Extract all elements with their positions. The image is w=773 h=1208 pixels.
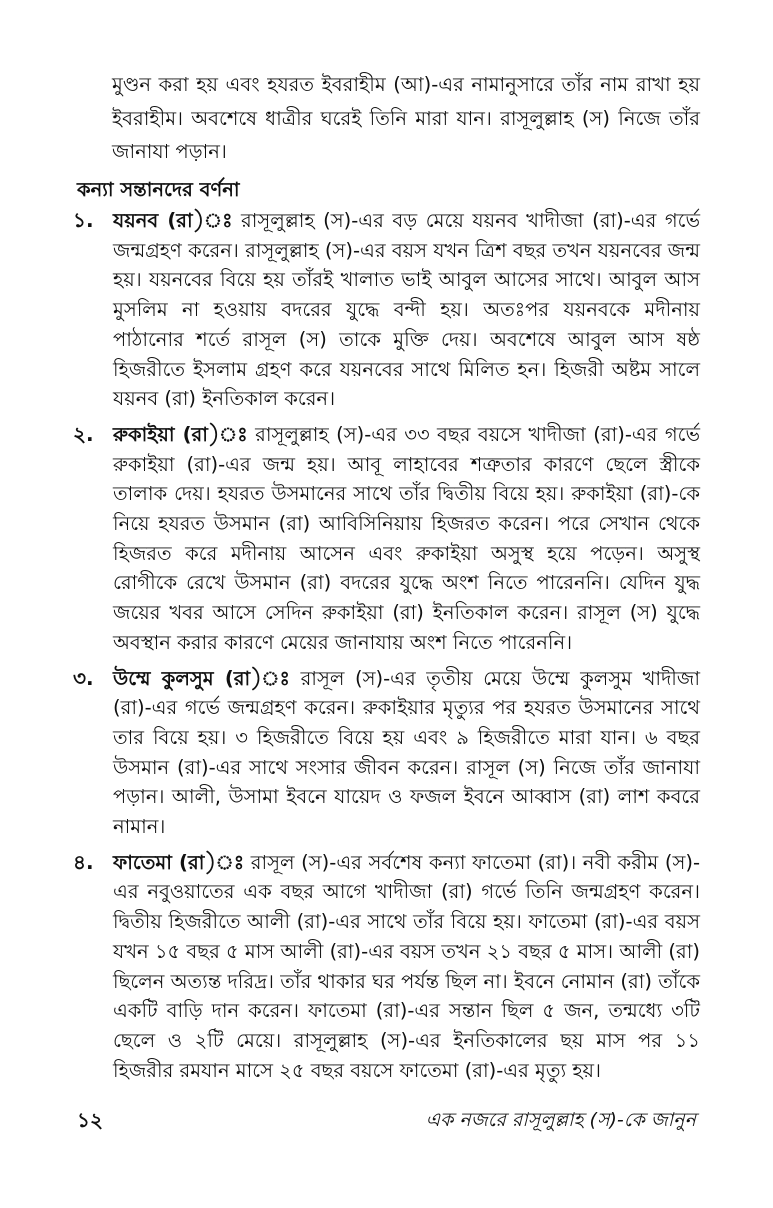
- item-name: ফাতেমা (রা)ঃ: [113, 850, 245, 874]
- item-text: রাসূলুল্লাহ (স)-এর বড় মেয়ে যয়নব খাদীজা (রা)-এর গর্ভে জন্মগ্রহণ করেন। রাসূলুল্লাহ (স)-এর বয়স যখন ত্রিশ বছর তখন যয়নবের জন্ম হয়। যয়নবের বিয়ে হয় তাঁরই খালাত ভাই আবুল আসের সাথে। আবুল আস মুসলিম না হওয়ায় বদরের যুদ্ধে বন্দী হয়। অতঃপর যয়নবকে মদীনায় পাঠানোর শর্তে রাসূল (স) তাকে মুক্তি দেয়। অবশেষে আবুল আস ষষ্ঠ হিজরীতে ইসলাম গ্রহণ করে যয়নবের সাথে মিলিত হন। হিজরী অষ্টম সালে যয়নব (রা) ইনতিকাল করেন।: [113, 209, 701, 411]
- page-number: ১২: [77, 1108, 103, 1132]
- item-text: রাসূল (স)-এর সর্বশেষ কন্যা ফাতেমা (রা)। নবী করীম (স)-এর নবুওয়াতের এক বছর আগে খাদীজা (রা) গর্ভে তিনি জন্মগ্রহণ করেন। দ্বিতীয় হিজরীতে আলী (রা)-এর সাথে তাঁর বিয়ে হয়। ফাতেমা (রা)-এর বয়স যখন ১৫ বছর ৫ মাস আলী (রা)-এর বয়স তখন ২১ বছর ৫ মাস। আলী (রা) ছিলেন অত্যন্ত দরিদ্র। তাঁর থাকার ঘর পর্যন্ত ছিল না। ইবনে নোমান (রা) তাঁকে একটি বাড়ি দান করেন। ফাতেমা (রা)-এর সন্তান ছিল ৫ জন, তন্মধ্যে ৩টি ছেলে ও ২টি মেয়ে। রাসূলুল্লাহ (স)-এর ইনতিকালের ছয় মাস পর ১১ হিজরীর রমযান মাসে ২৫ বছর বয়সে ফাতেমা (রা)-এর মৃত্যু হয়।: [113, 850, 700, 1082]
- list-item: [73, 206, 700, 414]
- running-footer-title: এক নজরে রাসূলুল্লাহ (স)-কে জানুন: [425, 1109, 696, 1131]
- item-number: ২.: [73, 421, 94, 446]
- item-number: ৪.: [73, 849, 94, 874]
- item-name: রুকাইয়া (রা)ঃ: [113, 422, 248, 446]
- item-name: উম্মে কুলসুম (রা)ঃ: [113, 666, 290, 690]
- item-name: যয়নব (রা)ঃ: [113, 209, 233, 232]
- item-number: ৩.: [73, 665, 94, 690]
- intro-paragraph: মুণ্ডন করা হয় এবং হযরত ইবরাহীম (আ)-এর নামানুসারে তাঁর নাম রাখা হয় ইবরাহীম। অবশেষে ধাত্রীর ঘরেই তিনি মারা যান। রাসূলুল্লাহ (স) নিজে তাঁর জানাযা পড়ান।: [112, 73, 700, 163]
- list-item: [73, 664, 700, 842]
- section-heading: কন্যা সন্তানদের বর্ণনা: [77, 178, 240, 201]
- list-item: [73, 848, 700, 1086]
- item-number: ১.: [73, 208, 94, 232]
- item-text: রাসূল (স)-এর তৃতীয় মেয়ে উম্মে কুলসুম খাদীজা (রা)-এর গর্ভে জন্মগ্রহণ করেন। রুকাইয়ার মৃত্যুর পর হযরত উসমানের সাথে তার বিয়ে হয়। ৩ হিজরীতে বিয়ে হয় এবং ৯ হিজরীতে মারা যান। ৬ বছর উসমান (রা)-এর সাথে সংসার জীবন করেন। রাসূল (স) নিজে তাঁর জানাযা পড়ান। আলী, উসামা ইবনে যায়েদ ও ফজল ইবনে আব্বাস (রা) লাশ কবরে নামান।: [113, 666, 700, 839]
- item-text: রাসূলুল্লাহ (স)-এর ৩৩ বছর বয়সে খাদীজা (রা)-এর গর্ভে রুকাইয়া (রা)-এর জন্ম হয়। আবূ লাহাবের শত্রুতার কারণে ছেলে স্ত্রীকে তালাক দেয়। হযরত উসমানের সাথে তাঁর দ্বিতীয় বিয়ে হয়। রুকাইয়া (রা)-কে নিয়ে হযরত উসমান (রা) আবিসিনিয়ায় হিজরত করেন। পরে সেখান থেকে হিজরত করে মদীনায় আসেন এবং রুকাইয়া অসুস্থ হয়ে পড়েন। অসুস্থ রোগীকে রেখে উসমান (রা) বদরের যুদ্ধে অংশ নিতে পারেননি। যেদিন যুদ্ধ জয়ের খবর আসে সেদিন রুকাইয়া (রা) ইনতিকাল করেন। রাসূল (স) যুদ্ধে অবস্থান করার কারণে মেয়ের জানাযায় অংশ নিতে পারেননি।: [113, 422, 700, 654]
- daughters-list: [73, 206, 700, 1091]
- list-item: [73, 420, 700, 658]
